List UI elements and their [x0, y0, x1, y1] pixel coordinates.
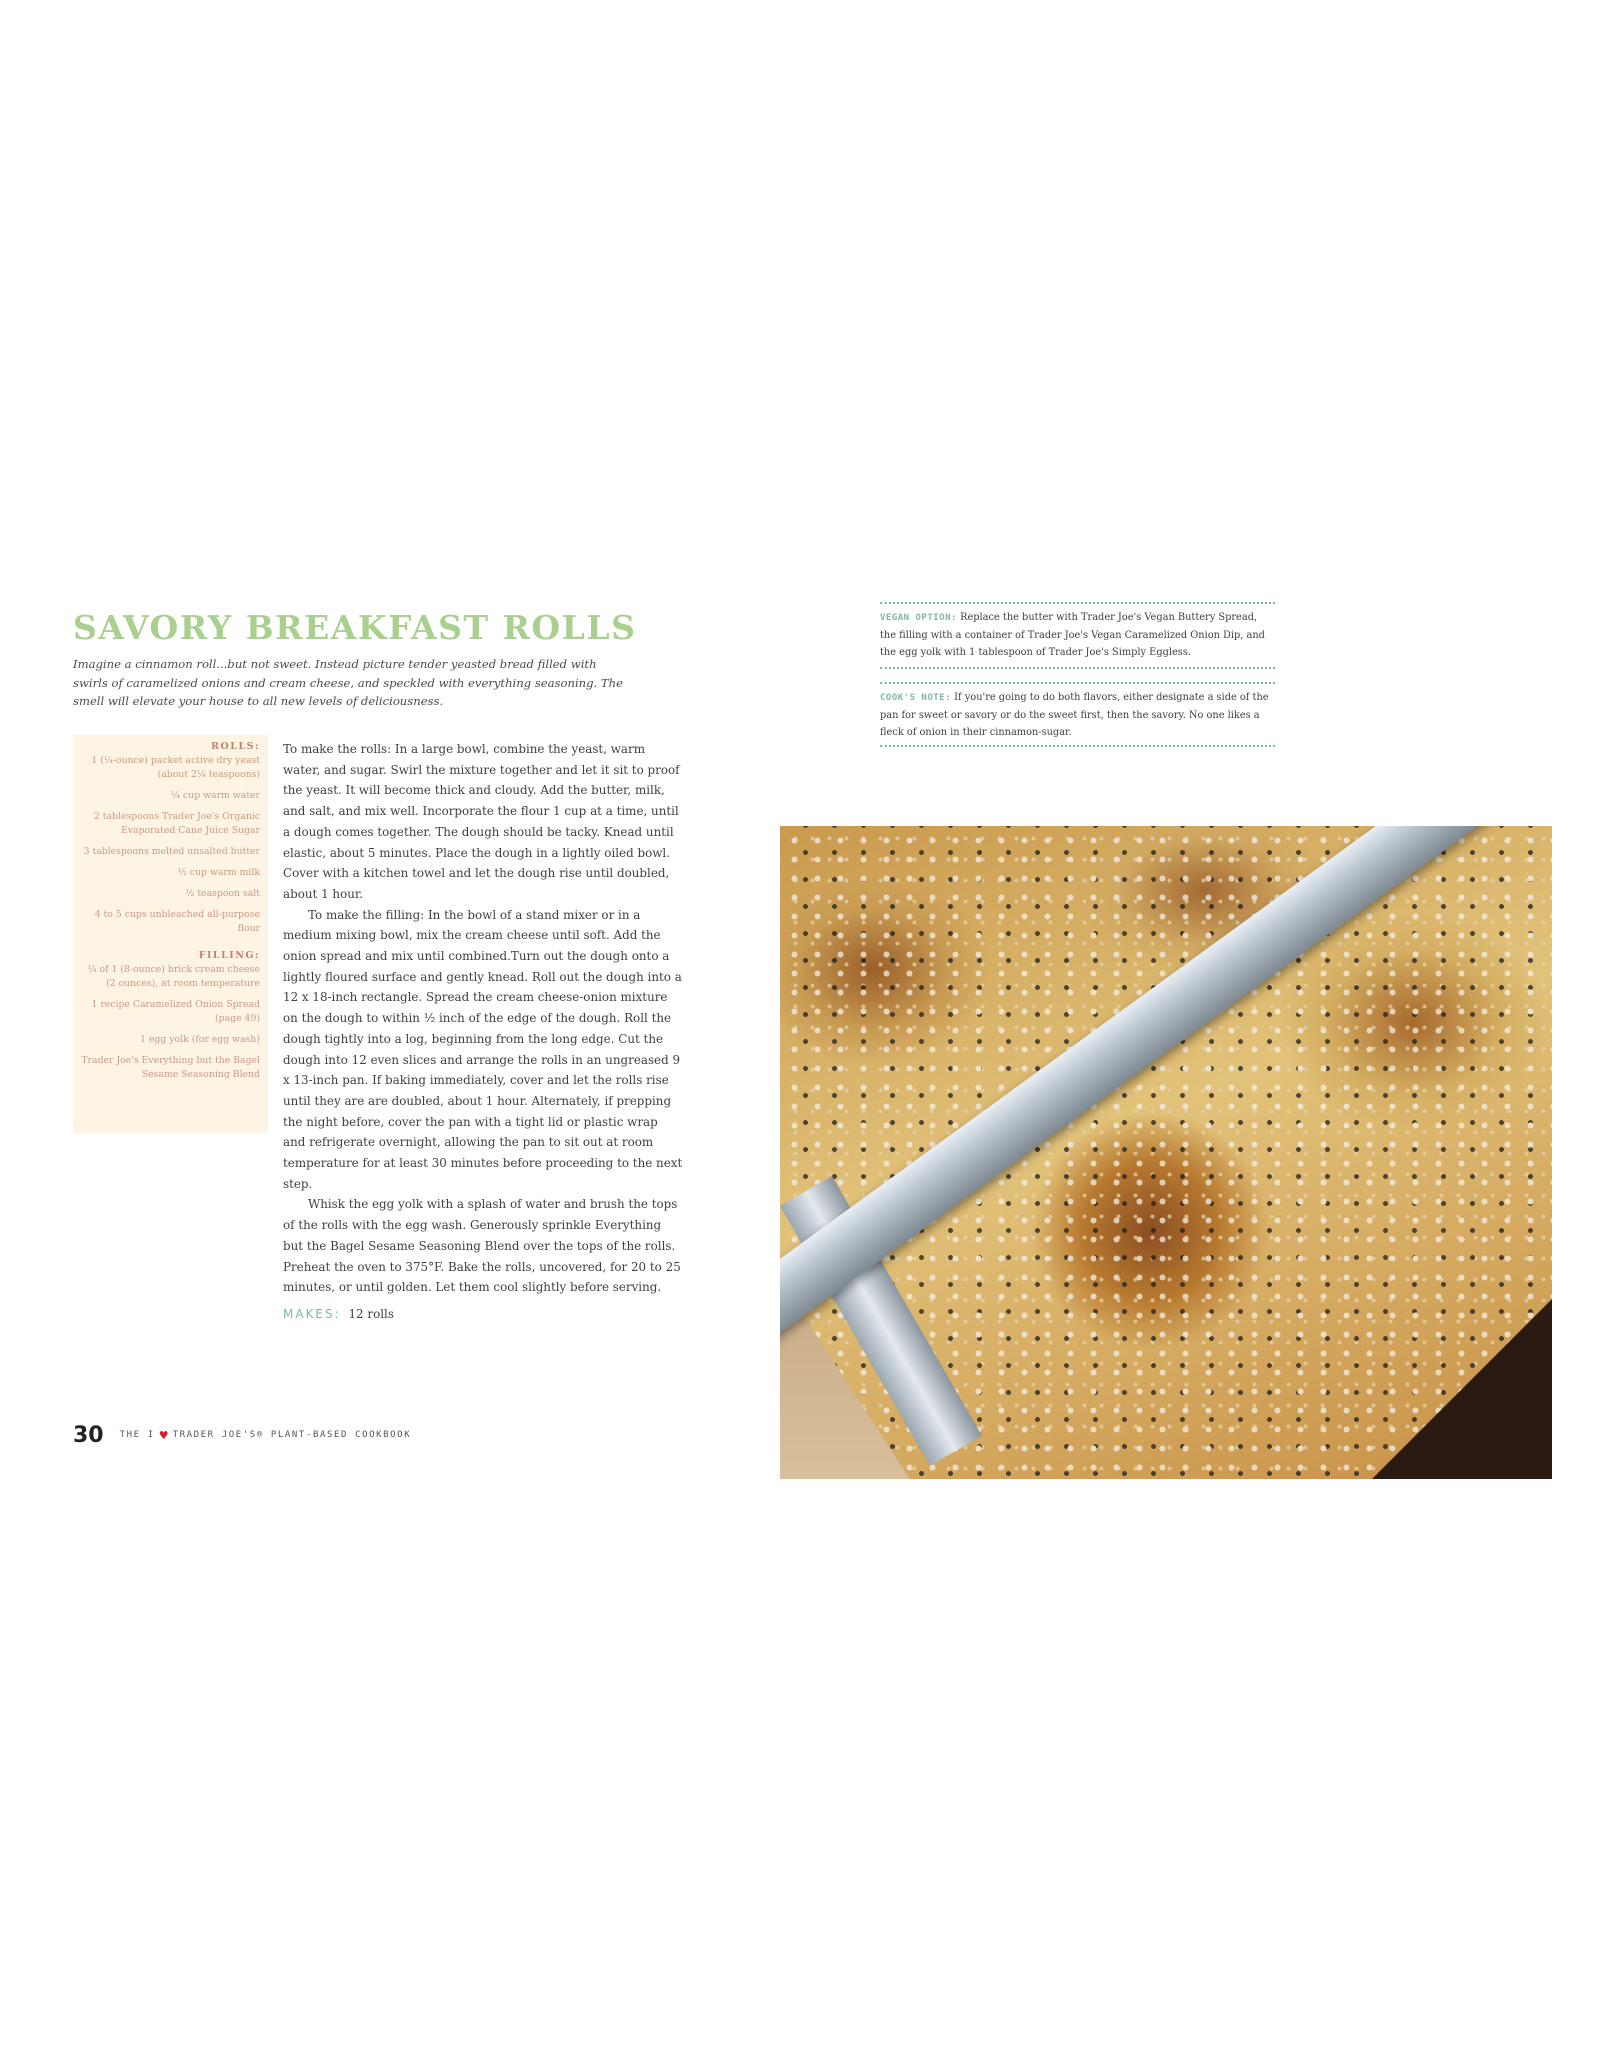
cooks-note-text: If you're going to do both flavors, either designate a side of the pan for sweet or savory or do the sweet first, then the savory. No one likes a fleck of onion in their cinnamon-sugar.: [880, 692, 1269, 738]
ingredient-item: ¼ cup warm water: [171, 790, 260, 801]
direction-paragraph: Whisk the egg yolk with a splash of water and brush the tops of the rolls with the egg wash. Generously sprinkle Everything but the Bagel Sesame Seasoning Blend over the tops of the rolls. Preheat the oven to 375°F. Bake the rolls, uncovered, for 20 to 25 minutes, or until golden. Let them cool slightly before serving.: [283, 1197, 681, 1295]
ingredient-item: 4 to 5 cups unbleached all-purpose flour: [94, 909, 260, 934]
ingredients-sidebar: [73, 735, 268, 1133]
cooks-note-label: COOK'S NOTE:: [880, 693, 952, 703]
book-title-suffix: TRADER JOE'S® PLANT-BASED COOKBOOK: [172, 1430, 412, 1440]
recipe-photo: [780, 826, 1552, 1479]
page-number: 30: [73, 1422, 104, 1448]
direction-paragraph: To make the rolls: In a large bowl, combine the yeast, warm water, and sugar. Swirl the mixture together and let it sit to proof the yeast. It will become thick and cloudy. Add the butter, milk, and salt, and mix well. Incorporate the flour 1 cup at a time, until a dough comes together. The dough should be tacky. Knead until elastic, about 5 minutes. Place the dough in a lightly oiled bowl. Cover with a kitchen towel and let the dough rise until doubled, about 1 hour.: [283, 742, 680, 901]
ingredient-item: 1 egg yolk (for egg wash): [140, 1034, 260, 1045]
dotted-divider: [880, 602, 1275, 606]
ingredient-item: 3 tablespoons melted unsalted butter: [83, 846, 260, 857]
vegan-option-text: Replace the butter with Trader Joe's Vegan Buttery Spread, the filling with a container of Trader Joe's Vegan Caramelized Onion Dip, and the egg yolk with 1 tablespoon of Trader Joe's Simply Eggless.: [880, 612, 1265, 658]
recipe-intro: Imagine a cinnamon roll...but not sweet. Instead picture tender yeasted bread filled with swirls of caramelized onions and cream cheese, and speckled with everything seasoning. The smell will elevate your house to all new levels of deliciousness.: [73, 657, 623, 708]
ingredient-item: ½ cup warm milk: [177, 867, 260, 878]
yield: [283, 1304, 683, 1325]
cooks-note: [880, 682, 1275, 749]
ingredient-item: 1 (¼-ounce) packet active dry yeast (about 2¼ teaspoons): [91, 755, 260, 780]
book-title-prefix: THE I: [119, 1430, 155, 1440]
filling-heading: FILLING:: [198, 950, 260, 961]
ingredient-item: Trader Joe's Everything but the Bagel Sesame Seasoning Blend: [81, 1055, 260, 1080]
vegan-option-label: VEGAN OPTION:: [880, 613, 957, 623]
directions: [283, 739, 683, 1325]
ingredient-item: 2 tablespoons Trader Joe's Organic Evaporated Cane Juice Sugar: [93, 811, 260, 836]
direction-paragraph: To make the filling: In the bowl of a stand mixer or in a medium mixing bowl, mix the cream cheese until soft. Add the onion spread and mix until combined.Turn out the dough onto a lightly floured surface and gently knead. Roll out the dough into a 12 x 18-inch rectangle. Spread the cream cheese-onion mixture on the dough to within ½ inch of the edge of the dough. Roll the dough tightly into a log, beginning from the long edge. Cut the dough into 12 even slices and arrange the rolls in an ungreased 9 x 13-inch pan. If baking immediately, cover and let the rolls rise until they are are doubled, about 1 hour. Alternately, if prepping the night before, cover the pan with a tight lid or plastic wrap and refrigerate overnight, allowing the pan to sit out at room temperature for at least 30 minutes before proceeding to the next step.: [283, 907, 683, 1191]
dotted-divider: [880, 667, 1275, 671]
dotted-divider: [880, 682, 1275, 686]
heart-icon: ♥: [158, 1428, 169, 1442]
makes-label: MAKES:: [283, 1306, 341, 1321]
makes-value: 12 rolls: [348, 1306, 394, 1321]
dotted-divider: [880, 745, 1275, 749]
recipe-title: SAVORY BREAKFAST ROLLS: [73, 608, 637, 647]
ingredient-item: ½ teaspoon salt: [185, 888, 260, 899]
ingredient-item: 1 recipe Caramelized Onion Spread (page 49): [91, 999, 260, 1024]
rolls-heading: ROLLS:: [211, 741, 260, 752]
ingredient-item: ¼ of 1 (8-ounce) brick cream cheese (2 ounces), at room temperature: [87, 964, 260, 989]
page-footer: [73, 1420, 411, 1450]
vegan-option-note: [880, 602, 1275, 671]
